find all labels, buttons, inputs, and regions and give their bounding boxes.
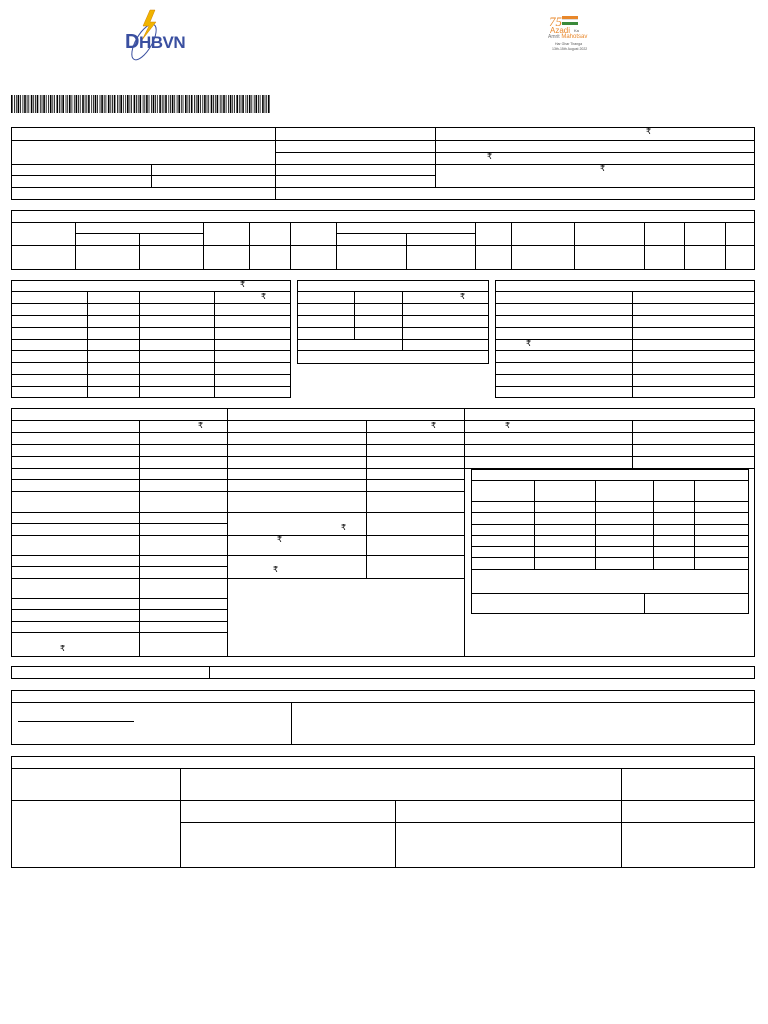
rupee-symbol: ₹ — [487, 152, 493, 161]
barcode-bar — [247, 95, 248, 113]
barcode-bar — [157, 95, 158, 113]
barcode-bar — [120, 95, 122, 113]
barcode-bar — [183, 95, 184, 113]
dhbvn-logo — [118, 8, 188, 63]
logo-dates: 13th-15th August 2022 — [552, 47, 588, 51]
rupee-symbol: ₹ — [600, 164, 606, 173]
barcode-bar — [236, 95, 238, 113]
barcode-bar — [211, 95, 213, 113]
barcode-bar — [153, 95, 155, 113]
barcode-bar — [125, 95, 126, 113]
barcode-bar — [130, 95, 131, 113]
barcode-bar — [31, 95, 33, 113]
barcode-bar — [168, 95, 169, 113]
barcode-bar — [61, 95, 62, 113]
barcode-bar — [27, 95, 28, 113]
barcode-bar — [138, 95, 139, 113]
barcode-bar — [127, 95, 129, 113]
barcode-bar — [11, 95, 13, 113]
barcode-bar — [66, 95, 67, 113]
barcode-bar — [117, 95, 118, 113]
barcode-bar — [177, 95, 178, 113]
barcode-bar — [144, 95, 145, 113]
barcode-bar — [136, 95, 137, 113]
barcode-bar — [62, 95, 64, 113]
barcode-bar — [80, 95, 81, 113]
barcode-bar — [46, 95, 47, 113]
rupee-symbol: ₹ — [240, 280, 246, 289]
barcode-bar — [215, 95, 216, 113]
barcode-bar — [114, 95, 116, 113]
barcode-bar — [86, 95, 87, 113]
barcode-bar — [123, 95, 124, 113]
barcode-bar — [40, 95, 41, 113]
logo-tagline: Har Ghar Tiranga — [555, 42, 583, 46]
barcode-bar — [18, 95, 20, 113]
barcode-bar — [85, 95, 86, 113]
barcode-bar — [151, 95, 152, 113]
barcode-bar — [119, 95, 120, 113]
barcode-bar — [110, 95, 111, 113]
barcode-bar — [159, 95, 161, 113]
barcode-bar — [213, 95, 214, 113]
barcode-bar — [232, 95, 233, 113]
barcode-bar — [207, 95, 208, 113]
barcode-bar — [72, 95, 73, 113]
barcode-bar — [100, 95, 101, 113]
logo-75: 75 — [549, 14, 562, 29]
barcode-bar — [178, 95, 180, 113]
barcode-bar — [104, 95, 105, 113]
barcode-bar — [82, 95, 84, 113]
barcode-bar — [223, 95, 225, 113]
barcode-bar — [134, 95, 136, 113]
barcode-bar — [112, 95, 113, 113]
barcode-bar — [217, 95, 219, 113]
logo-initial: D — [125, 31, 139, 53]
barcode-bar — [196, 95, 197, 113]
barcode-bar — [35, 95, 36, 113]
barcode-bar — [95, 95, 97, 113]
barcode-bar — [172, 95, 174, 113]
barcode-bar — [23, 95, 24, 113]
barcode-bar — [241, 95, 242, 113]
logo-azadi: Azadi — [550, 26, 571, 35]
barcode-bar — [52, 95, 53, 113]
rupee-symbol: ₹ — [460, 292, 466, 301]
barcode-bar — [48, 95, 49, 113]
barcode-bar — [165, 95, 167, 113]
logo-amrit: Amrit — [548, 34, 560, 40]
barcode-bar — [164, 95, 165, 113]
rupee-symbol: ₹ — [277, 535, 283, 544]
barcode-bar — [191, 95, 193, 113]
barcode-bar — [162, 95, 163, 113]
rupee-symbol: ₹ — [198, 421, 204, 430]
rupee-symbol: ₹ — [505, 421, 511, 430]
rupee-symbol: ₹ — [261, 292, 267, 301]
barcode-bar — [265, 95, 266, 113]
rupee-symbol: ₹ — [341, 523, 347, 532]
barcode-bar — [76, 95, 78, 113]
barcode-bar — [28, 95, 29, 113]
barcode-bar — [189, 95, 190, 113]
barcode-bar — [43, 95, 45, 113]
barcode-bar — [101, 95, 103, 113]
barcode-bar — [131, 95, 132, 113]
barcode-bar — [69, 95, 71, 113]
barcode-bar — [149, 95, 150, 113]
rupee-symbol: ₹ — [431, 421, 437, 430]
barcode-bar — [140, 95, 142, 113]
barcode-bar — [88, 95, 90, 113]
barcode-bar — [57, 95, 59, 113]
logo-mahotsav: Mahotsav — [561, 34, 588, 40]
barcode-bar — [37, 95, 39, 113]
barcode-bar — [54, 95, 55, 113]
barcode-bar — [155, 95, 156, 113]
barcode-bar — [185, 95, 187, 113]
barcode-bar — [208, 95, 209, 113]
barcode-bar — [20, 95, 21, 113]
barcode-bar — [226, 95, 227, 113]
barcode-bar — [249, 95, 251, 113]
barcode-bar — [59, 95, 60, 113]
barcode-bar — [78, 95, 79, 113]
barcode-bar — [260, 95, 261, 113]
barcode-bar — [174, 95, 175, 113]
barcode-bar — [234, 95, 235, 113]
barcode-icon — [11, 95, 271, 113]
barcode-bar — [258, 95, 259, 113]
barcode-bar — [106, 95, 107, 113]
barcode-bar — [242, 95, 244, 113]
barcode-bar — [24, 95, 26, 113]
barcode-bar — [251, 95, 252, 113]
barcode-bar — [93, 95, 94, 113]
barcode-bar — [239, 95, 240, 113]
barcode-bar — [266, 95, 267, 113]
barcode-bar — [198, 95, 200, 113]
barcode-bar — [220, 95, 221, 113]
rupee-symbol: ₹ — [60, 644, 66, 653]
logo-ka: Ka — [574, 28, 579, 33]
barcode-bar — [91, 95, 92, 113]
logo-rest: HBVN — [138, 33, 186, 52]
barcode-bar — [194, 95, 195, 113]
barcode-bar — [33, 95, 34, 113]
barcode-bar — [14, 95, 15, 113]
barcode-bar — [256, 95, 258, 113]
barcode-bar — [42, 95, 43, 113]
barcode-bar — [16, 95, 17, 113]
barcode-bar — [146, 95, 148, 113]
barcode-bar — [228, 95, 229, 113]
barcode-bar — [230, 95, 232, 113]
barcode-bar — [262, 95, 264, 113]
barcode-bar — [254, 95, 255, 113]
azadi-ka-amrit-mahotsav-logo — [545, 14, 600, 56]
rupee-symbol: ₹ — [526, 339, 532, 348]
barcode-bar — [50, 95, 52, 113]
barcode-bar — [170, 95, 171, 113]
barcode-bar — [108, 95, 110, 113]
barcode-bar — [181, 95, 182, 113]
barcode-bar — [143, 95, 144, 113]
barcode-bar — [222, 95, 223, 113]
barcode-bar — [188, 95, 189, 113]
barcode-bar — [74, 95, 75, 113]
barcode-bar — [268, 95, 270, 113]
barcode-bar — [67, 95, 68, 113]
rupee-symbol: ₹ — [646, 127, 652, 136]
barcode-bar — [246, 95, 247, 113]
barcode-bar — [200, 95, 201, 113]
rupee-symbol: ₹ — [273, 565, 279, 574]
barcode-bar — [204, 95, 206, 113]
barcode-bar — [202, 95, 203, 113]
barcode-bar — [97, 95, 98, 113]
